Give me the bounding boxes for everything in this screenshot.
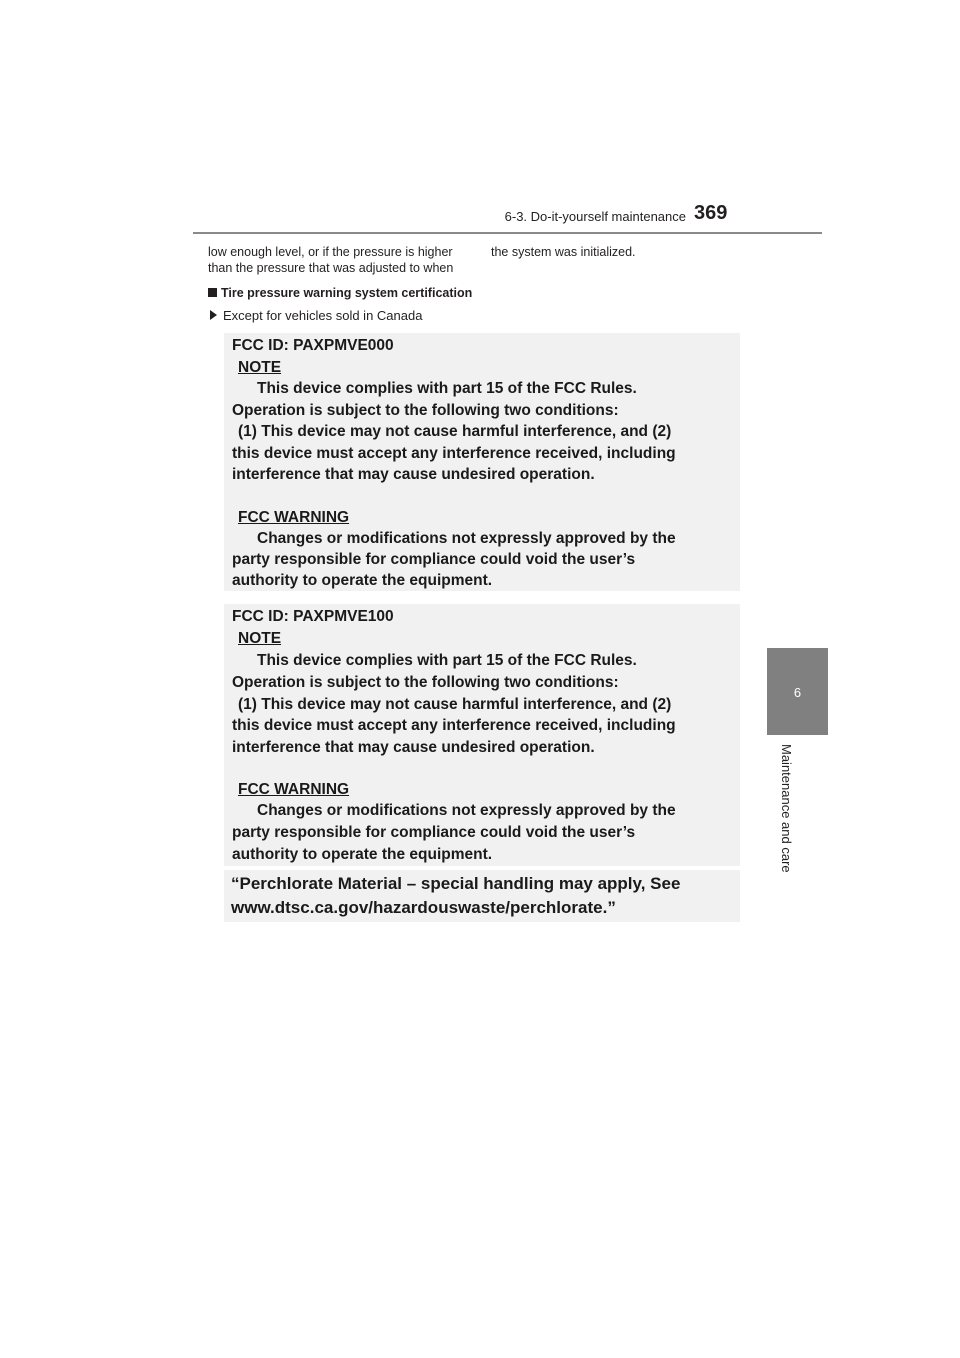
note-line: (1) This device may not cause harmful interference, and (2)	[238, 423, 672, 440]
subheading-text: Tire pressure warning system certification	[221, 286, 473, 300]
triangle-bullet-icon	[210, 310, 217, 320]
chapter-number: 6	[793, 685, 802, 700]
square-bullet-icon	[208, 288, 217, 297]
header-divider	[193, 232, 822, 234]
left-text-line-2: than the pressure that was adjusted to when	[208, 261, 454, 275]
note-line: Operation is subject to the following two conditions:	[232, 674, 619, 691]
warning-line: authority to operate the equipment.	[232, 572, 493, 589]
section-title: 6-3. Do-it-yourself maintenance	[504, 209, 686, 224]
warning-line: party responsible for compliance could void the user’s	[232, 551, 636, 568]
note-line: this device must accept any interference received, including	[232, 445, 676, 462]
fcc-id-line: FCC ID: PAXPMVE000	[232, 337, 394, 354]
subheading	[208, 286, 472, 300]
left-text-line-1: low enough level, or if the pressure is higher	[208, 245, 453, 259]
note-line: interference that may cause undesired operation.	[232, 466, 595, 483]
bullet-text: Except for vehicles sold in Canada	[223, 308, 423, 323]
bullet-item	[208, 308, 422, 323]
warning-line: party responsible for compliance could void the user’s	[232, 824, 636, 841]
note-line: (1) This device may not cause harmful interference, and (2)	[238, 696, 672, 713]
note-label: NOTE	[238, 359, 282, 376]
warning-label: FCC WARNING	[238, 509, 350, 526]
note-label: NOTE	[238, 630, 282, 647]
page-number: 369	[694, 202, 728, 224]
warning-label: FCC WARNING	[238, 781, 350, 798]
warning-line: Changes or modifications not expressly approved by the	[257, 530, 676, 547]
perchlorate-notice	[224, 870, 740, 922]
right-column-text: the system was initialized.	[491, 245, 636, 259]
note-line: This device complies with part 15 of the FCC Rules.	[257, 652, 637, 669]
warning-line: authority to operate the equipment.	[232, 846, 493, 863]
warning-line: Changes or modifications not expressly approved by the	[257, 802, 676, 819]
note-line: this device must accept any interference received, including	[232, 717, 676, 734]
fcc-label-image-2	[224, 604, 740, 866]
note-line: This device complies with part 15 of the FCC Rules.	[257, 380, 637, 397]
chapter-tab	[767, 648, 828, 735]
fcc-label-image-1	[224, 333, 740, 591]
fcc-id-line: FCC ID: PAXPMVE100	[232, 608, 394, 625]
chapter-label	[776, 744, 796, 894]
note-line: Operation is subject to the following two conditions:	[232, 402, 619, 419]
perchlorate-line-2: www.dtsc.ca.gov/hazardouswaste/perchlorate.”	[231, 898, 616, 917]
note-line: interference that may cause undesired operation.	[232, 739, 595, 756]
perchlorate-line-1: “Perchlorate Material – special handling may apply, See	[231, 874, 681, 893]
chapter-label-text: Maintenance and care	[779, 744, 794, 873]
left-column-text	[208, 244, 480, 276]
